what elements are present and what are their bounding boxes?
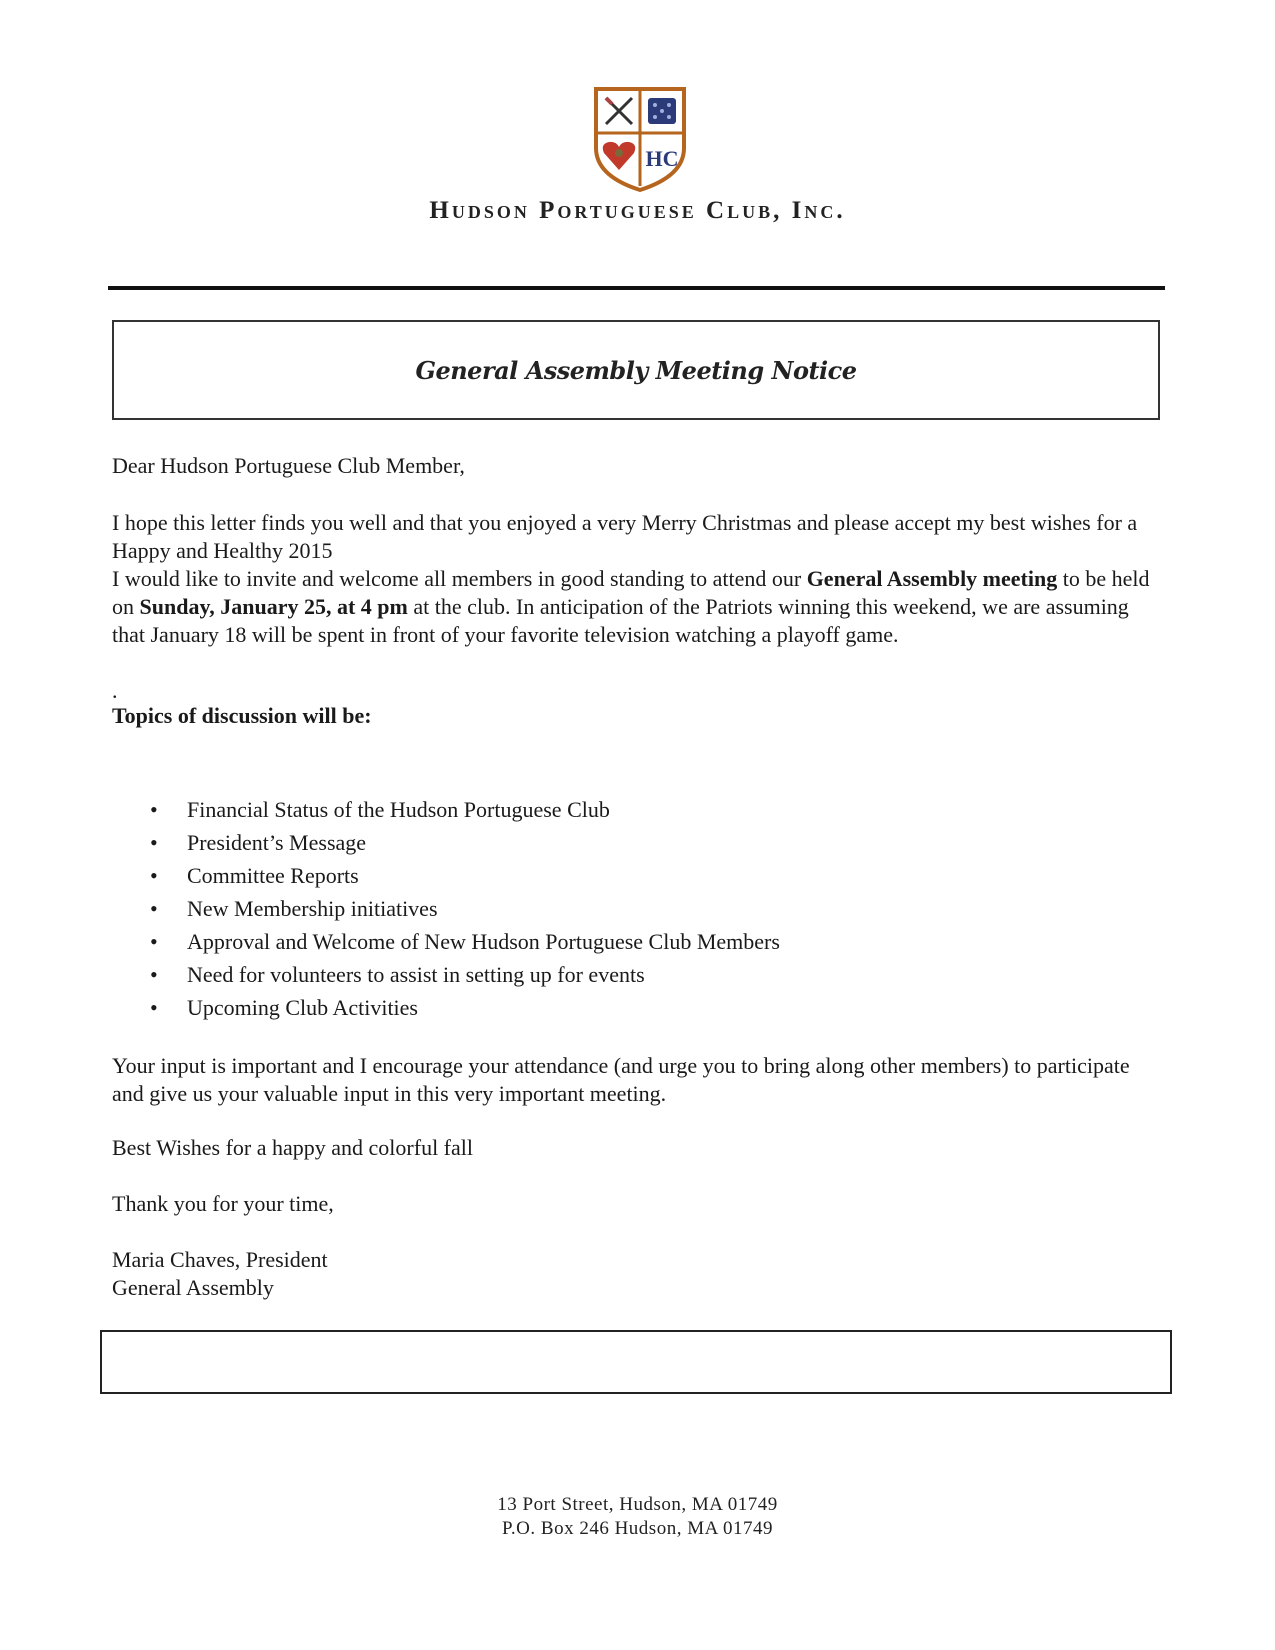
paragraph-best-wishes: Best Wishes for a happy and colorful fall xyxy=(112,1135,474,1160)
invitation-text-3: at the club. In anticipation of the Patriots winning this weekend, we are assuming that January 18 will be spent in front of your favorite television watching a playoff game. xyxy=(112,594,1129,647)
club-crest-logo xyxy=(592,86,688,192)
topics-heading: Topics of discussion will be: xyxy=(112,703,372,728)
empty-bordered-box xyxy=(100,1330,1172,1394)
svg-text:HC: HC xyxy=(645,146,679,171)
paragraph-wishes: I hope this letter finds you well and that you enjoyed a very Merry Christmas and please accept my best wishes for a Happy and Healthy 2015 xyxy=(112,510,1138,563)
invitation-text-2: to be held on xyxy=(112,566,1150,619)
address-line-2: P.O. Box 246 Hudson, MA 01749 xyxy=(501,1518,774,1539)
address-line-1: 13 Port Street, Hudson, MA 01749 xyxy=(497,1494,778,1515)
stray-dot: . xyxy=(112,678,118,703)
list-item: • Approval and Welcome of New Hudson Portuguese Club Members xyxy=(150,928,780,961)
notice-title-box xyxy=(112,320,1160,420)
list-item: • Committee Reports xyxy=(150,862,780,895)
signature-block xyxy=(112,1246,1172,1302)
list-item: • Upcoming Club Activities xyxy=(150,994,780,1027)
footer-address xyxy=(0,1493,1275,1541)
signature-name: Maria Chaves, President xyxy=(112,1247,328,1272)
list-item: • New Membership initiatives xyxy=(150,895,780,928)
list-item: • Financial Status of the Hudson Portuguese Club xyxy=(150,796,780,829)
paragraph-invitation xyxy=(112,565,1167,649)
invitation-text-1: I would like to invite and welcome all members in good standing to attend our xyxy=(112,566,807,591)
list-item: • President’s Message xyxy=(150,829,780,862)
topics-list xyxy=(150,796,780,1027)
organization-name: Hudson Portuguese Club, Inc. xyxy=(429,197,846,224)
list-item: • Need for volunteers to assist in setting up for events xyxy=(150,961,780,994)
signature-title: General Assembly xyxy=(112,1275,274,1300)
header-divider xyxy=(108,286,1165,290)
greeting: Dear Hudson Portuguese Club Member, xyxy=(112,453,465,478)
meeting-date: Sunday, January 25, at 4 pm xyxy=(139,594,408,619)
paragraph-thanks: Thank you for your time, xyxy=(112,1191,334,1216)
meeting-name: General Assembly meeting xyxy=(806,566,1058,591)
paragraph-input: Your input is important and I encourage your attendance (and urge you to bring along other members) to participate and give us your valuable input in this very important meeting. xyxy=(112,1053,1130,1106)
notice-title: General Assembly Meeting Notice xyxy=(415,355,857,385)
